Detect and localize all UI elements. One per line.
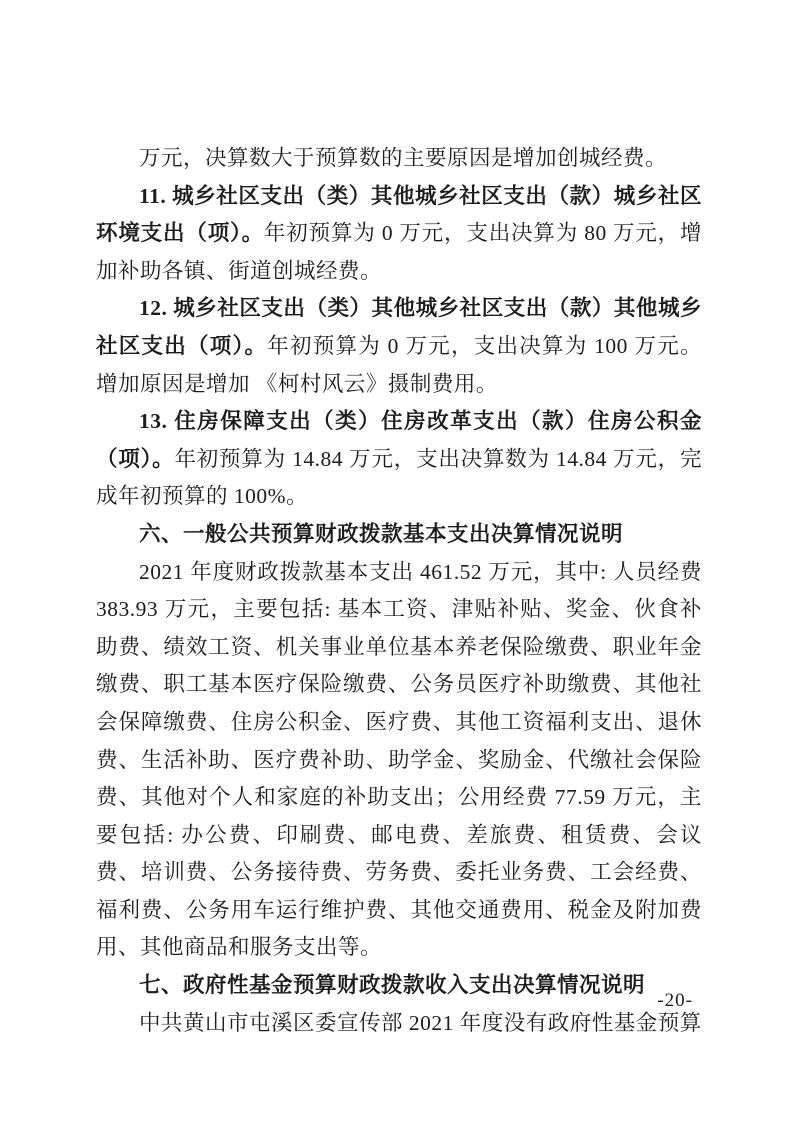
section-7-body-paragraph: 中共黄山市屯溪区委宣传部 2021 年度没有政府性基金预算 [139, 1010, 702, 1035]
item-11-heading: 11. 城乡社区支出（类）其他城乡社区支出（款）城乡社区环境支出（项）。 [96, 183, 702, 246]
section-7-heading: 七、政府性基金预算财政拨款收入支出决算情况说明 [139, 973, 646, 998]
item-13-body: 年初预算为 14.84 万元，支出决算数为 14.84 万元，完成年初预算的 100%。 [96, 446, 702, 509]
item-13-paragraph [96, 403, 702, 516]
section-6-body-paragraph: 2021 年度财政拨款基本支出 461.52 万元，其中: 人员经费 383.93 万元，主要包括: 基本工资、津贴补贴、奖金、伙食补助费、绩效工资、机关事业单位基本养老保险缴费、职业年金缴费、职工基本医疗保险缴费、公务员医疗补助缴费、其他社会保障缴费、住房公积金、医疗费、其他工资福利支出、退休费、生活补助、医疗费补助、助学金、奖励金、代缴社会保险费、其他对个人和家庭的补助支出；公用经费 77.59 万元，主要包括: 办公费、印刷费、邮电费、差旅费、租赁费、会议费、培训费、公务接待费、劳务费、委托业务费、工会经费、福利费、公务用车运行维护费、其他交通费用、税金及附加费用、其他商品和服务支出等。 [96, 559, 702, 960]
item-11-body: 年初预算为 0 万元，支出决算为 80 万元，增加补助各镇、街道创城经费。 [96, 221, 702, 283]
item-11-paragraph [96, 178, 702, 291]
item-12-body: 年初预算为 0 万元，支出决算为 100 万元。增加原因是增加 《柯村风云》摄制费用。 [96, 333, 702, 396]
paragraph-continuation: 万元，决算数大于预算数的主要原因是增加创城经费。 [139, 146, 668, 170]
item-12-paragraph [96, 290, 702, 403]
item-13-heading: 13. 住房保障支出（类）住房改革支出（款）住房公积金（项）。 [96, 409, 702, 471]
page-content [96, 140, 702, 1042]
section-6-heading: 六、一般公共预算财政拨款基本支出决算情况说明 [139, 521, 624, 546]
item-12-heading: 12. 城乡社区支出（类）其他城乡社区支出（款）其他城乡社区支出（项）。 [96, 296, 702, 358]
page-number: -20- [657, 990, 693, 1011]
